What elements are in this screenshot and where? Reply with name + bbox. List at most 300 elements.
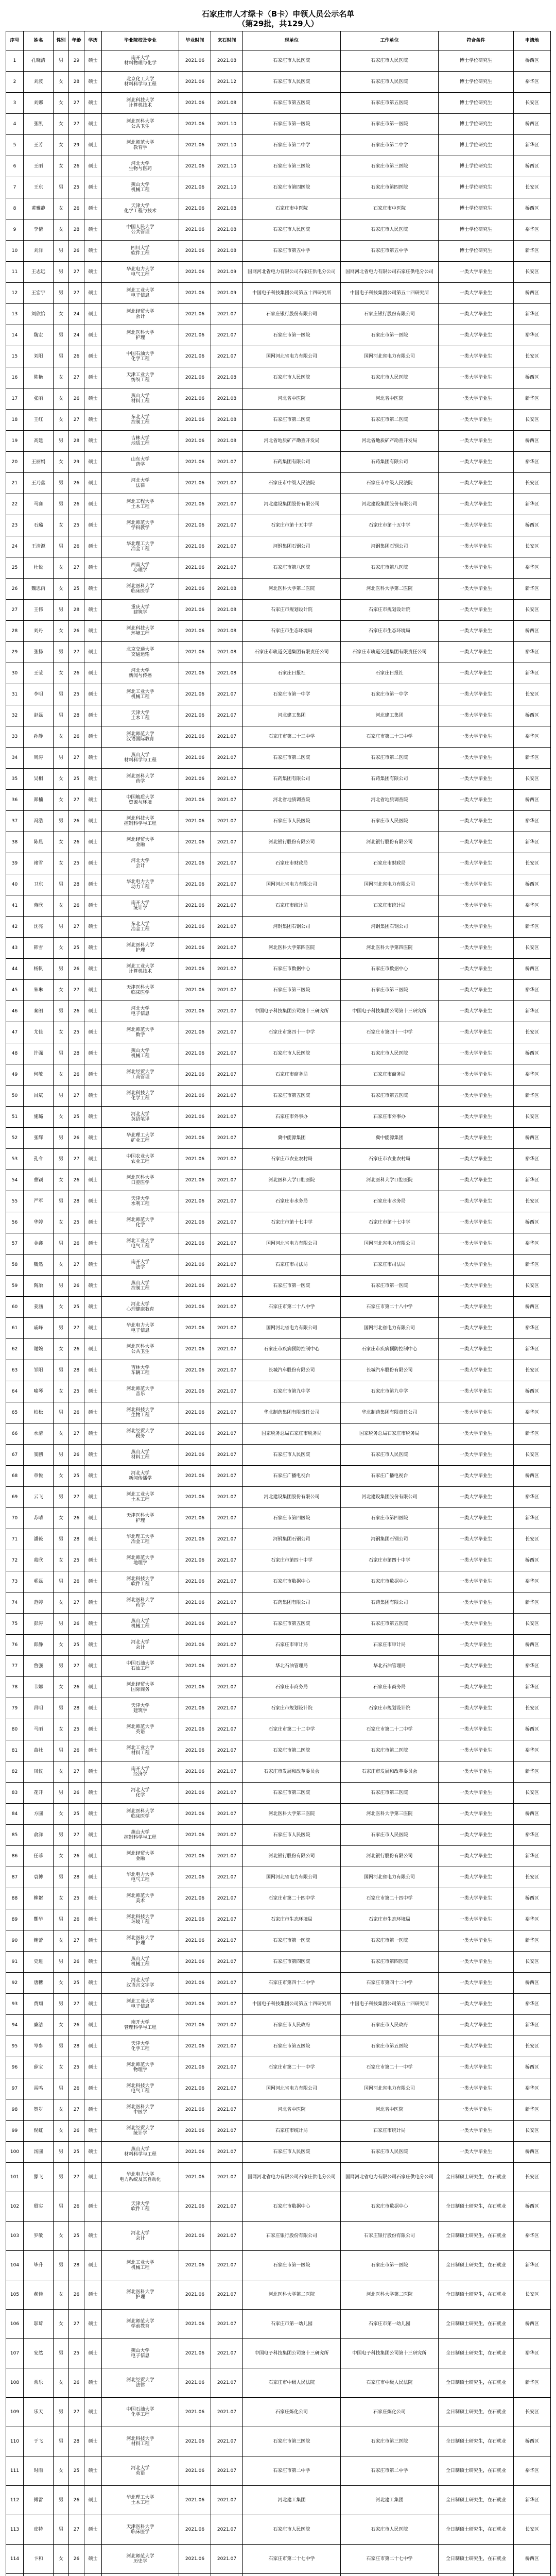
cell-criteria: 一类大学毕业生 xyxy=(439,1212,514,1233)
cell-school-major: 河北科技大学 化学工程 xyxy=(102,1086,179,1107)
table-row xyxy=(6,895,551,917)
cell-criteria: 一类大学毕业生 xyxy=(439,1677,514,1698)
cell-name: 严军 xyxy=(24,1191,54,1212)
cell-current-unit: 河北医科大学第三医院 xyxy=(243,1804,341,1825)
cell-district: 桥西区 xyxy=(514,1888,551,1909)
cell-degree: 硕士 xyxy=(84,2121,102,2142)
cell-district: 新华区 xyxy=(514,1170,551,1191)
cell-name: 杜悦 xyxy=(24,557,54,579)
cell-name: 倪虹 xyxy=(24,2121,54,2142)
table-row xyxy=(6,705,551,726)
cell-name: 许强 xyxy=(24,1043,54,1064)
cell-district: 裕华区 xyxy=(514,1487,551,1508)
cell-school-major: 天津大学 化学工程与技术 xyxy=(102,198,179,219)
cell-degree: 硕士 xyxy=(84,2015,102,2036)
cell-name: 刘欣怡 xyxy=(24,304,54,325)
table-row xyxy=(6,410,551,431)
cell-district: 新华区 xyxy=(514,1423,551,1445)
cell-criteria: 一类大学毕业生 xyxy=(439,1487,514,1508)
cell-criteria: 一类大学毕业生 xyxy=(439,705,514,726)
cell-name: 吴桐 xyxy=(24,769,54,790)
cell-current-unit: 华北制药集团有限责任公司 xyxy=(243,1402,341,1423)
cell-criteria: 一类大学毕业生 xyxy=(439,1170,514,1191)
cell-current-unit: 石家庄银行股份有限公司 xyxy=(243,304,341,325)
cell-work-unit: 石家庄市第二中学 xyxy=(341,2456,439,2486)
cell-current-unit: 国网河北省电力有限公司石家庄供电分公司 xyxy=(243,2163,341,2192)
cell-school-major: 河北工程大学 土木工程 xyxy=(102,494,179,515)
cell-work-unit: 长城汽车股份有限公司 xyxy=(341,1360,439,1381)
cell-grad-date: 2021.06 xyxy=(179,1149,211,1170)
cell-work-unit: 石家庄市人民政府 xyxy=(341,2015,439,2036)
cell-criteria: 一类大学毕业生 xyxy=(439,515,514,536)
cell-age: 26 xyxy=(69,1170,84,1191)
cell-index: 106 xyxy=(6,2310,24,2339)
cell-criteria: 一类大学毕业生 xyxy=(439,1635,514,1656)
table-row xyxy=(6,959,551,980)
cell-district: 裕华区 xyxy=(514,557,551,579)
cell-age: 27 xyxy=(69,1761,84,1783)
cell-district: 裕华区 xyxy=(514,325,551,346)
table-row xyxy=(6,832,551,853)
cell-gender xyxy=(54,2574,69,2576)
cell-grad-date: 2021.06 xyxy=(179,1423,211,1445)
cell-work-unit: 石家庄市财政局 xyxy=(341,853,439,874)
cell-gender: 男 xyxy=(54,2251,69,2280)
cell-arrival-date: 2021.07 xyxy=(211,832,243,853)
cell-arrival-date: 2021.07 xyxy=(211,874,243,895)
table-row xyxy=(6,304,551,325)
cell-arrival-date: 2021.07 xyxy=(211,1212,243,1233)
cell-current-unit: 石家庄市第二中学 xyxy=(243,2456,341,2486)
cell-grad-date: 2021.06 xyxy=(179,1276,211,1297)
cell-name: 喻琴 xyxy=(24,1381,54,1402)
cell-name: 张扬 xyxy=(24,642,54,663)
cell-age: 25 xyxy=(69,769,84,790)
cell-arrival-date: 2021.08 xyxy=(211,388,243,410)
cell-name: 陈晨 xyxy=(24,832,54,853)
cell-grad-date: 2021.06 xyxy=(179,2545,211,2574)
cell-district: 裕华区 xyxy=(514,2078,551,2099)
cell-work-unit: 河北医科大学第二医院 xyxy=(341,2280,439,2310)
cell-school-major: 河北师范大学 美术 xyxy=(102,1888,179,1909)
cell-grad-date: 2021.06 xyxy=(179,1043,211,1064)
cell-current-unit xyxy=(243,2574,341,2576)
cell-current-unit: 石家庄市第十五中学 xyxy=(243,515,341,536)
cell-work-unit: 石家庄市第五医院 xyxy=(341,1086,439,1107)
cell-age: 26 xyxy=(69,2280,84,2310)
cell-criteria: 一类大学毕业生 xyxy=(439,1423,514,1445)
cell-school-major: 河北科技大学 电气工程 xyxy=(102,2078,179,2099)
cell-gender: 女 xyxy=(54,388,69,410)
cell-index: 89 xyxy=(6,1909,24,1930)
cell-name: 苗壮 xyxy=(24,1740,54,1761)
cell-age: 25 xyxy=(69,1635,84,1656)
cell-criteria: 一类大学毕业生 xyxy=(439,304,514,325)
cell-current-unit: 石家庄市第三医院 xyxy=(243,1783,341,1804)
cell-index: 39 xyxy=(6,853,24,874)
cell-work-unit: 石家庄市第一幼儿园 xyxy=(341,2310,439,2339)
cell-index: 26 xyxy=(6,579,24,600)
cell-index: 90 xyxy=(6,1930,24,1952)
cell-work-unit: 石家庄市第三医院 xyxy=(341,1783,439,1804)
cell-school-major: 河北工业大学 计算机技术 xyxy=(102,959,179,980)
cell-age: 24 xyxy=(69,304,84,325)
cell-gender: 男 xyxy=(54,1571,69,1592)
cell-gender: 男 xyxy=(54,1360,69,1381)
cell-school-major: 河北医科大学 临床医学 xyxy=(102,1804,179,1825)
cell-index: 76 xyxy=(6,1635,24,1656)
cell-arrival-date: 2021.07 xyxy=(211,726,243,748)
cell-degree: 硕士 xyxy=(84,72,102,93)
cell-degree: 硕士 xyxy=(84,536,102,557)
cell-criteria: 一类大学毕业生 xyxy=(439,811,514,832)
table-row xyxy=(6,135,551,156)
cell-school-major: 河北大学 新闻传播学 xyxy=(102,1466,179,1487)
cell-index: 53 xyxy=(6,1149,24,1170)
cell-name: 王宏宇 xyxy=(24,283,54,304)
cell-district: 长安区 xyxy=(514,177,551,198)
cell-school-major: 河北师范大学 地理学 xyxy=(102,1550,179,1571)
cell-grad-date: 2021.06 xyxy=(179,2251,211,2280)
cell-current-unit: 河北建设集团股份有限公司 xyxy=(243,494,341,515)
cell-name: 陶冶 xyxy=(24,1276,54,1297)
cell-criteria: 一类大学毕业生 xyxy=(439,1445,514,1466)
cell-name: 华婷 xyxy=(24,1212,54,1233)
cell-school-major: 河北工业大学 机械工程 xyxy=(102,2251,179,2280)
cell-gender: 男 xyxy=(54,1952,69,1973)
table-row xyxy=(6,1635,551,1656)
cell-age: 25 xyxy=(69,938,84,959)
cell-degree: 硕士 xyxy=(84,895,102,917)
cell-arrival-date: 2021.09 xyxy=(211,262,243,283)
cell-age: 26 xyxy=(69,2121,84,2142)
table-row xyxy=(6,2163,551,2192)
cell-criteria: 一类大学毕业生 xyxy=(439,1339,514,1360)
cell-name: 方圆 xyxy=(24,1804,54,1825)
cell-district: 新华区 xyxy=(514,748,551,769)
cell-gender: 女 xyxy=(54,1022,69,1043)
cell-name: 彭涛 xyxy=(24,1614,54,1635)
cell-gender: 男 xyxy=(54,1783,69,1804)
cell-gender: 男 xyxy=(54,874,69,895)
cell-index: 109 xyxy=(6,2398,24,2427)
cell-index: 20 xyxy=(6,452,24,473)
cell-arrival-date: 2021.07 xyxy=(211,1022,243,1043)
cell-current-unit: 中国电子科技集团公司第十三研究所 xyxy=(243,1001,341,1022)
cell-district: 桥西区 xyxy=(514,2192,551,2222)
cell-index: 27 xyxy=(6,600,24,621)
cell-age: 27 xyxy=(69,2310,84,2339)
cell-grad-date: 2021.06 xyxy=(179,726,211,748)
cell-gender: 女 xyxy=(54,1423,69,1445)
cell-arrival-date: 2021.07 xyxy=(211,1360,243,1381)
cell-district: 新华区 xyxy=(514,2099,551,2121)
cell-school-major: 东北大学 冶金工程 xyxy=(102,917,179,938)
cell-age: 25 xyxy=(69,2339,84,2368)
cell-arrival-date: 2021.07 xyxy=(211,705,243,726)
cell-district: 新华区 xyxy=(514,2015,551,2036)
cell-arrival-date: 2021.07 xyxy=(211,2251,243,2280)
cell-current-unit: 石家庄市商务局 xyxy=(243,1677,341,1698)
cell-index: 93 xyxy=(6,1994,24,2015)
cell-name: 刘洋 xyxy=(24,241,54,262)
cell-age: 25 xyxy=(69,1550,84,1571)
cell-name: 马赛 xyxy=(24,494,54,515)
table-row xyxy=(6,1740,551,1761)
cell-index: 15 xyxy=(6,346,24,367)
cell-index: 36 xyxy=(6,790,24,811)
cell-degree: 硕士 xyxy=(84,2515,102,2545)
cell-degree: 硕士 xyxy=(84,262,102,283)
cell-criteria: 一类大学毕业生 xyxy=(439,1867,514,1888)
cell-gender: 女 xyxy=(54,2015,69,2036)
cell-grad-date: 2021.06 xyxy=(179,874,211,895)
cell-current-unit: 石家庄市人民医院 xyxy=(243,1445,341,1466)
cell-school-major: 河北经贸大学 国际商务 xyxy=(102,1677,179,1698)
cell-degree: 硕士 xyxy=(84,177,102,198)
cell-current-unit: 石家庄市第三医院 xyxy=(243,156,341,177)
cell-district: 长安区 xyxy=(514,769,551,790)
cell-current-unit: 石药集团有限公司 xyxy=(243,452,341,473)
cell-current-unit: 石家庄市第二十四中学 xyxy=(243,1888,341,1909)
cell-work-unit: 石家庄市第八医院 xyxy=(341,557,439,579)
cell-current-unit: 石药集团有限公司 xyxy=(243,769,341,790)
cell-degree: 硕士 xyxy=(84,2339,102,2368)
cell-grad-date: 2021.06 xyxy=(179,1994,211,2015)
cell-current-unit: 国网河北省电力有限公司石家庄供电分公司 xyxy=(243,262,341,283)
cell-name xyxy=(24,2574,54,2576)
cell-grad-date: 2021.06 xyxy=(179,1297,211,1318)
cell-age: 28 xyxy=(69,2251,84,2280)
cell-age: 27 xyxy=(69,1994,84,2015)
cell-degree: 硕士 xyxy=(84,2142,102,2163)
cell-name: 王丽娟 xyxy=(24,452,54,473)
cell-district: 新华区 xyxy=(514,241,551,262)
cell-age: 27 xyxy=(69,1656,84,1677)
cell-work-unit: 华北制药集团有限责任公司 xyxy=(341,1402,439,1423)
cell-school-major: 华北理工大学 矿业工程 xyxy=(102,1128,179,1149)
header-work-unit: 工作单位 xyxy=(341,31,439,50)
cell-grad-date: 2021.06 xyxy=(179,2339,211,2368)
cell-district: 裕华区 xyxy=(514,1825,551,1846)
cell-age: 29 xyxy=(69,135,84,156)
cell-arrival-date: 2021.07 xyxy=(211,1128,243,1149)
cell-criteria: 一类大学毕业生 xyxy=(439,2015,514,2036)
cell-school-major: 河北师范大学 汉语国际教育 xyxy=(102,726,179,748)
table-row xyxy=(6,1867,551,1888)
cell-index: 72 xyxy=(6,1550,24,1571)
cell-degree: 硕士 xyxy=(84,684,102,705)
cell-work-unit: 河钢集团石钢公司 xyxy=(341,536,439,557)
cell-arrival-date: 2021.07 xyxy=(211,980,243,1001)
cell-district: 裕华区 xyxy=(514,1064,551,1086)
cell-degree: 硕士 xyxy=(84,1191,102,1212)
header-criteria: 符合条件 xyxy=(439,31,514,50)
cell-district: 裕华区 xyxy=(514,1149,551,1170)
cell-school-major: 中国地质大学 资源与环境 xyxy=(102,790,179,811)
cell-name: 葛欣 xyxy=(24,1550,54,1571)
cell-gender: 女 xyxy=(54,1888,69,1909)
cell-name: 郎静 xyxy=(24,1635,54,1656)
cell-school-major: 南开大学 统计学 xyxy=(102,895,179,917)
cell-arrival-date: 2021.07 xyxy=(211,1846,243,1867)
cell-age: 27 xyxy=(69,367,84,388)
cell-current-unit: 石家庄市农业农村局 xyxy=(243,1149,341,1170)
cell-age: 28 xyxy=(69,72,84,93)
cell-gender: 女 xyxy=(54,1973,69,1994)
cell-district: 桥西区 xyxy=(514,431,551,452)
cell-district: 新华区 xyxy=(514,1761,551,1783)
cell-age: 27 xyxy=(69,790,84,811)
cell-arrival-date: 2021.07 xyxy=(211,2398,243,2427)
cell-work-unit: 石家庄市人民医院 xyxy=(341,811,439,832)
cell-criteria: 一类大学毕业生 xyxy=(439,895,514,917)
cell-work-unit: 河北建设集团股份有限公司 xyxy=(341,1487,439,1508)
cell-district: 新华区 xyxy=(514,2368,551,2398)
cell-district: 长安区 xyxy=(514,684,551,705)
cell-current-unit: 石家庄市第二中学 xyxy=(243,135,341,156)
cell-degree: 硕士 xyxy=(84,114,102,135)
table-row xyxy=(6,2222,551,2251)
cell-gender: 女 xyxy=(54,1212,69,1233)
table-row xyxy=(6,2251,551,2280)
cell-school-major: 华北电力大学 电气工程 xyxy=(102,1867,179,1888)
cell-gender: 女 xyxy=(54,832,69,853)
cell-criteria: 全日制硕士研究生，在石就业 xyxy=(439,2398,514,2427)
cell-gender: 女 xyxy=(54,938,69,959)
cell-grad-date: 2021.06 xyxy=(179,494,211,515)
cell-current-unit: 河北银行股份有限公司 xyxy=(243,1846,341,1867)
cell-grad-date: 2021.06 xyxy=(179,1001,211,1022)
cell-grad-date: 2021.06 xyxy=(179,811,211,832)
cell-index: 64 xyxy=(6,1381,24,1402)
cell-age: 27 xyxy=(69,262,84,283)
table-row xyxy=(6,431,551,452)
cell-criteria: 一类大学毕业生 xyxy=(439,388,514,410)
cell-work-unit: 石家庄市人民医院 xyxy=(341,219,439,241)
cell-name: 孔晓清 xyxy=(24,50,54,72)
cell-work-unit: 石家庄市第二十三中学 xyxy=(341,726,439,748)
cell-current-unit: 石家庄市中医院 xyxy=(243,198,341,219)
cell-arrival-date: 2021.07 xyxy=(211,895,243,917)
cell-index: 16 xyxy=(6,367,24,388)
cell-criteria: 一类大学毕业生 xyxy=(439,431,514,452)
cell-arrival-date: 2021.08 xyxy=(211,579,243,600)
cell-age: 28 xyxy=(69,1043,84,1064)
cell-arrival-date: 2021.07 xyxy=(211,2486,243,2515)
cell-criteria: 一类大学毕业生 xyxy=(439,1846,514,1867)
cell-district: 裕华区 xyxy=(514,1656,551,1677)
cell-criteria: 全日制硕士研究生，在石就业 xyxy=(439,2368,514,2398)
cell-criteria: 一类大学毕业生 xyxy=(439,283,514,304)
cell-degree: 硕士 xyxy=(84,769,102,790)
table-row xyxy=(6,1170,551,1191)
table-row xyxy=(6,1318,551,1339)
cell-grad-date: 2021.06 xyxy=(179,1402,211,1423)
cell-index: 95 xyxy=(6,2036,24,2057)
cell-arrival-date: 2021.07 xyxy=(211,853,243,874)
cell-criteria: 一类大学毕业生 xyxy=(439,1255,514,1276)
cell-current-unit: 河北省中医院 xyxy=(243,388,341,410)
table-row xyxy=(6,1001,551,1022)
cell-degree: 硕士 xyxy=(84,557,102,579)
cell-district: 裕华区 xyxy=(514,2339,551,2368)
cell-index: 107 xyxy=(6,2339,24,2368)
cell-school-major: 河北大学 电子信息 xyxy=(102,1001,179,1022)
cell-index: 99 xyxy=(6,2121,24,2142)
cell-age: 25 xyxy=(69,2456,84,2486)
cell-age: 29 xyxy=(69,452,84,473)
cell-index: 21 xyxy=(6,473,24,494)
cell-current-unit: 石家庄市财政局 xyxy=(243,853,341,874)
cell-index: 9 xyxy=(6,219,24,241)
header-grad-date: 毕业时间 xyxy=(179,31,211,50)
cell-name: 冯浩 xyxy=(24,811,54,832)
cell-school-major: 河北大学 汉语言文字学 xyxy=(102,1973,179,1994)
cell-criteria: 一类大学毕业生 xyxy=(439,1550,514,1571)
cell-name: 时雨 xyxy=(24,2456,54,2486)
cell-work-unit: 石家庄市人民医院 xyxy=(341,72,439,93)
cell-gender: 女 xyxy=(54,1677,69,1698)
cell-current-unit: 石家庄市第二十二中学 xyxy=(243,1719,341,1740)
cell-grad-date: 2021.06 xyxy=(179,980,211,1001)
cell-name: 刘波 xyxy=(24,72,54,93)
cell-grad-date: 2021.06 xyxy=(179,1656,211,1677)
cell-criteria: 一类大学毕业生 xyxy=(439,790,514,811)
cell-current-unit: 河北银行股份有限公司 xyxy=(243,832,341,853)
cell-arrival-date: 2021.07 xyxy=(211,1001,243,1022)
table-row xyxy=(6,1719,551,1740)
cell-work-unit: 石家庄市第二十七中学 xyxy=(341,2545,439,2574)
table-row xyxy=(6,1276,551,1297)
cell-current-unit: 河北医科大学第二医院 xyxy=(243,2280,341,2310)
cell-work-unit: 华北石油管理局 xyxy=(341,1656,439,1677)
cell-degree: 硕士 xyxy=(84,790,102,811)
cell-degree: 硕士 xyxy=(84,1128,102,1149)
cell-gender: 女 xyxy=(54,1804,69,1825)
cell-current-unit: 中国电子科技集团公司第五十四研究所 xyxy=(243,1994,341,2015)
cell-grad-date: 2021.06 xyxy=(179,1888,211,1909)
cell-criteria: 一类大学毕业生 xyxy=(439,1930,514,1952)
cell-degree: 硕士 xyxy=(84,1402,102,1423)
cell-grad-date: 2021.06 xyxy=(179,1233,211,1255)
cell-school-major: 天津大学 软件工程 xyxy=(102,2192,179,2222)
cell-arrival-date: 2021.07 xyxy=(211,1191,243,1212)
cell-gender: 男 xyxy=(54,1043,69,1064)
cell-index: 97 xyxy=(6,2078,24,2099)
cell-criteria: 一类大学毕业生 xyxy=(439,663,514,684)
cell-gender: 女 xyxy=(54,1297,69,1318)
cell-criteria: 全日制硕士研究生，在石就业 xyxy=(439,2515,514,2545)
cell-arrival-date: 2021.07 xyxy=(211,917,243,938)
cell-gender: 女 xyxy=(54,980,69,1001)
cell-name: 刘娜 xyxy=(24,93,54,114)
cell-district: 长安区 xyxy=(514,93,551,114)
cell-name: 周涛 xyxy=(24,748,54,769)
cell-criteria: 全日制硕士研究生，在石就业 xyxy=(439,2163,514,2192)
cell-age: 25 xyxy=(69,1381,84,1402)
cell-work-unit: 石家庄银行股份有限公司 xyxy=(341,2222,439,2251)
cell-index: 65 xyxy=(6,1402,24,1423)
cell-arrival-date: 2021.07 xyxy=(211,1170,243,1191)
cell-current-unit: 石家庄市中级人民法院 xyxy=(243,473,341,494)
table-row xyxy=(6,388,551,410)
table-row xyxy=(6,1656,551,1677)
cell-degree: 硕士 xyxy=(84,726,102,748)
cell-district: 新华区 xyxy=(514,1255,551,1276)
cell-index: 28 xyxy=(6,621,24,642)
cell-district: 长安区 xyxy=(514,1276,551,1297)
